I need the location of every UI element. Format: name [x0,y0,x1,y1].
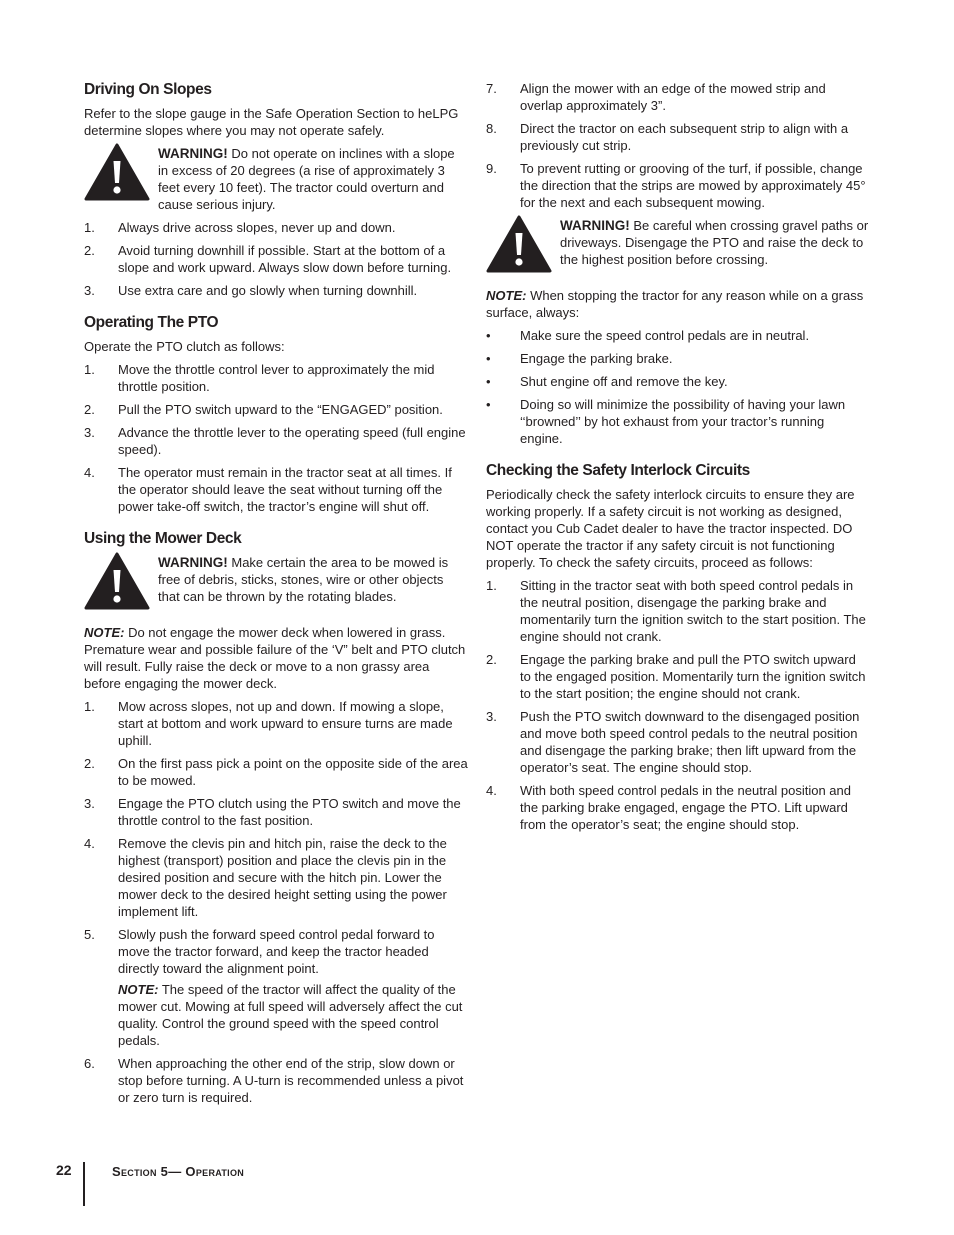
list-item: 4. The operator must remain in the tractor seat at all times. If the operator should leave the seat without turning off the power take-off switch, the tractor’s engine will shut off. [84,465,452,514]
list-item: 2. Engage the parking brake and pull the PTO switch upward to the engaged position. Momentarily turn the ignition switch to the start position; the engine should not crank. [486,652,866,701]
list-item: 5. Slowly push the forward speed control pedal forward to move the tractor forward, and keep the tractor headed directly toward the alignment point. NOTE: The speed of the tractor will affect the quality of the mower cut. Mowing at full speed will adversely affect the cut quality. Control the ground speed with the speed control pedals. [84,926,468,1049]
list-item: 1. Move the throttle control lever to approximately the mid throttle position. [84,362,435,394]
list-item: 3. Engage the PTO clutch using the PTO switch and move the throttle control to the fast position. [84,796,461,828]
interlock-steps [486,577,870,833]
list-item: 3. Advance the throttle lever to the operating speed (full engine speed). [84,425,466,457]
list-item: 4. With both speed control pedals in the neutral position and the parking brake engaged, engage the PTO. Lift upward from the operator’s seat; the engine should stop. [486,783,851,832]
list-item: • Doing so will minimize the possibility of having your lawn ‘‘browned’’ by hot exhaust from your tractor’s running engine. [486,397,846,446]
pto-steps [84,361,468,515]
slopes-steps [84,219,468,299]
list-item: 1. Mow across slopes, not up and down. If mowing a slope, start at bottom and work upward to ensure turns are made uphill. [84,699,453,748]
deck-steps [84,698,468,1106]
warning-label: WARNING! [560,218,630,233]
list-item: 6. When approaching the other end of the strip, slow down or stop before turning. A U-turn is recommended unless a pivot or zero turn is required. [84,1056,464,1105]
left-column [84,80,468,1112]
warning-triangle-icon [84,143,150,201]
page-number: 22 [56,1162,72,1178]
section-title: Section 5— Operation [112,1164,245,1179]
deck-steps-continued [486,80,870,211]
warning-label: WARNING! [158,555,228,570]
list-item: 9. To prevent rutting or grooving of the turf, if possible, change the direction that the strips are mowed by approximately 45° for the next and each subsequent mowing. [486,161,866,210]
gravel-warning-text [560,217,870,268]
list-item: 2. On the first pass pick a point on the opposite side of the area to be mowed. [84,756,468,788]
list-item: 7. Align the mower with an edge of the mowed strip and overlap approximately 3”. [486,81,826,113]
gravel-warning [486,217,870,273]
list-item: 2. Pull the PTO switch upward to the “ENGAGED” position. [84,402,443,417]
step5-note: NOTE: The speed of the tractor will affect the quality of the mower cut. Mowing at full speed will adversely affect the cut quality. Control the ground speed with the speed control pedals. [118,982,463,1048]
warning-body: Do not operate on inclines with a slope in excess of 20 degrees (a rise of approximately 3 feet every 10 feet). The tractor could overturn and cause serious injury. [158,146,455,212]
list-item: 8. Direct the tractor on each subsequent strip to align with a previously cut strip. [486,121,849,153]
list-item: 2. Avoid turning downhill if possible. Start at the bottom of a slope and work upward. Always slow down before turning. [84,243,452,275]
deck-warning [84,554,468,610]
pto-intro: Operate the PTO clutch as follows: [84,339,285,354]
list-item: • Shut engine off and remove the key. [486,374,728,389]
footer-divider [83,1162,85,1206]
warning-triangle-icon [486,215,552,273]
slopes-warning [84,145,468,213]
deck-warning-text [158,554,468,605]
warning-triangle-icon [84,552,150,610]
stop-bullets [486,327,870,447]
list-item: • Engage the parking brake. [486,351,673,366]
right-column [486,80,870,839]
list-item: 1. Sitting in the tractor seat with both speed control pedals in the neutral position, disengage the parking brake and momentarily turn the ignition switch to the start position. The engine should not crank. [486,578,866,644]
warning-body: Be careful when crossing gravel paths or driveways. Disengage the PTO and raise the deck to the highest position before crossing. [560,218,869,267]
heading-operating-the-pto: Operating The PTO [84,314,219,331]
warning-body: Make certain the area to be mowed is free of debris, sticks, stones, wire or other objects that can be thrown by the rotating blades. [158,555,449,604]
heading-driving-on-slopes: Driving On Slopes [84,81,212,98]
list-item: 3. Push the PTO switch downward to the disengaged position and move both speed control pedals to the neutral position and disengage the parking brake; then lift upward from the operator’s seat. The engine should stop. [486,709,860,775]
list-item: 1. Always drive across slopes, never up and down. [84,220,396,235]
interlock-intro: Periodically check the safety interlock circuits to ensure they are working properly. If a safety circuit is not working as designed, contact you Cub Cadet dealer to have the tractor inspected. DO NOT operate the tractor if any safety circuit is not functioning properly. To check the safety circuits, proceed as follows: [486,487,855,570]
slopes-warning-text [158,145,468,213]
deck-note: NOTE: Do not engage the mower deck when lowered in grass. Premature wear and possible failure of the ‘V” belt and PTO clutch will result. Fully raise the deck or move to a non grassy area before engaging the mower deck. [84,625,466,691]
list-item: • Make sure the speed control pedals are in neutral. [486,328,810,343]
stop-note: NOTE: When stopping the tractor for any reason while on a grass surface, always: [486,288,864,320]
heading-using-the-mower-deck: Using the Mower Deck [84,530,242,547]
list-item: 3. Use extra care and go slowly when turning downhill. [84,283,418,298]
slopes-intro: Refer to the slope gauge in the Safe Operation Section to heLPG determine slopes where you may not operate safely. [84,106,459,138]
warning-label: WARNING! [158,146,228,161]
heading-checking-safety-interlock: Checking the Safety Interlock Circuits [486,462,750,479]
list-item: 4. Remove the clevis pin and hitch pin, raise the deck to the highest (transport) position and place the clevis pin in the desired position and secure with the hitch pin. Lower the mower deck to the desired height setting using the power implement lift. [84,836,447,919]
